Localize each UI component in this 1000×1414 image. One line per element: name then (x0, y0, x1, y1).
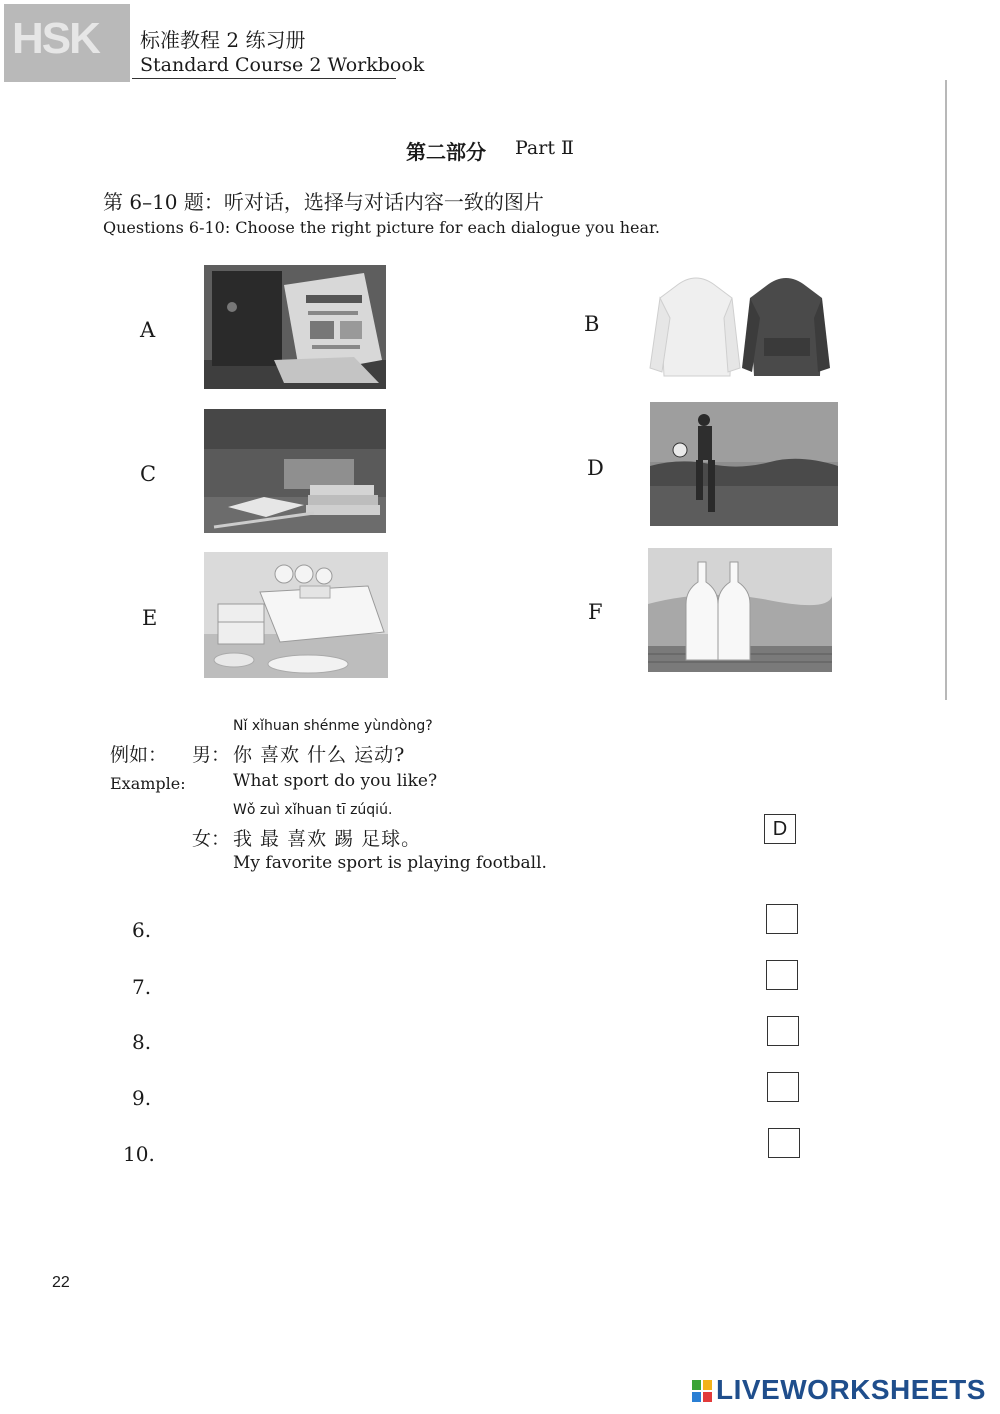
option-letter-d: D (587, 456, 604, 480)
question-9-number: 9. (132, 1086, 152, 1110)
picture-books (204, 409, 386, 533)
man-english: What sport do you like? (233, 771, 438, 791)
liveworksheets-text: LIVEWORKSHEETS (716, 1374, 986, 1405)
question-10-answer-box[interactable] (768, 1128, 800, 1158)
header-underline (132, 78, 396, 79)
book-title-en: Standard Course 2 Workbook (140, 54, 425, 76)
speaker-woman-label: 女： (192, 828, 231, 850)
picture-bedroom (204, 552, 388, 678)
woman-english: My favorite sport is playing football. (233, 853, 547, 873)
instructions-en: Questions 6-10: Choose the right picture for each dialogue you hear. (103, 218, 661, 237)
question-7-number: 7. (132, 975, 152, 999)
page-number: 22 (52, 1274, 70, 1291)
woman-chinese: 我 最 喜欢 踢 足球。 (233, 828, 422, 850)
hsk-logo-text: HSK (12, 14, 99, 63)
option-letter-a: A (140, 318, 156, 342)
option-letter-e: E (142, 606, 158, 630)
picture-newspapers (204, 265, 386, 389)
speaker-man-label: 男： (192, 744, 231, 766)
picture-football-player (650, 402, 838, 526)
option-letter-f: F (588, 600, 603, 624)
liveworksheets-watermark (692, 1374, 986, 1406)
picture-hoodies (648, 268, 832, 386)
liveworksheets-icon (692, 1377, 712, 1399)
question-9-answer-box[interactable] (767, 1072, 799, 1102)
example-label-en: Example: (110, 774, 186, 793)
man-pinyin: Nǐ xǐhuan shénme yùndòng? (233, 718, 433, 734)
question-8-answer-box[interactable] (767, 1016, 799, 1046)
question-10-number: 10. (123, 1142, 155, 1166)
question-6-answer-box[interactable] (766, 904, 798, 934)
book-title-cn: 标准教程 2 练习册 (140, 28, 306, 52)
picture-milk-bottles (648, 548, 832, 672)
scan-edge (945, 80, 947, 700)
part-title-cn: 第二部分 (406, 140, 486, 164)
instructions-cn: 第 6–10 题：听对话，选择与对话内容一致的图片 (103, 190, 544, 214)
woman-pinyin: Wǒ zuì xǐhuan tī zúqiú. (233, 802, 393, 818)
example-answer-box: D (764, 814, 796, 844)
part-title-en: Part Ⅱ (515, 137, 574, 159)
option-letter-c: C (140, 462, 157, 486)
question-8-number: 8. (132, 1030, 152, 1054)
man-chinese: 你 喜欢 什么 运动? (233, 744, 406, 766)
example-label-cn: 例如： (110, 744, 168, 766)
question-7-answer-box[interactable] (766, 960, 798, 990)
question-6-number: 6. (132, 918, 152, 942)
option-letter-b: B (584, 312, 600, 336)
